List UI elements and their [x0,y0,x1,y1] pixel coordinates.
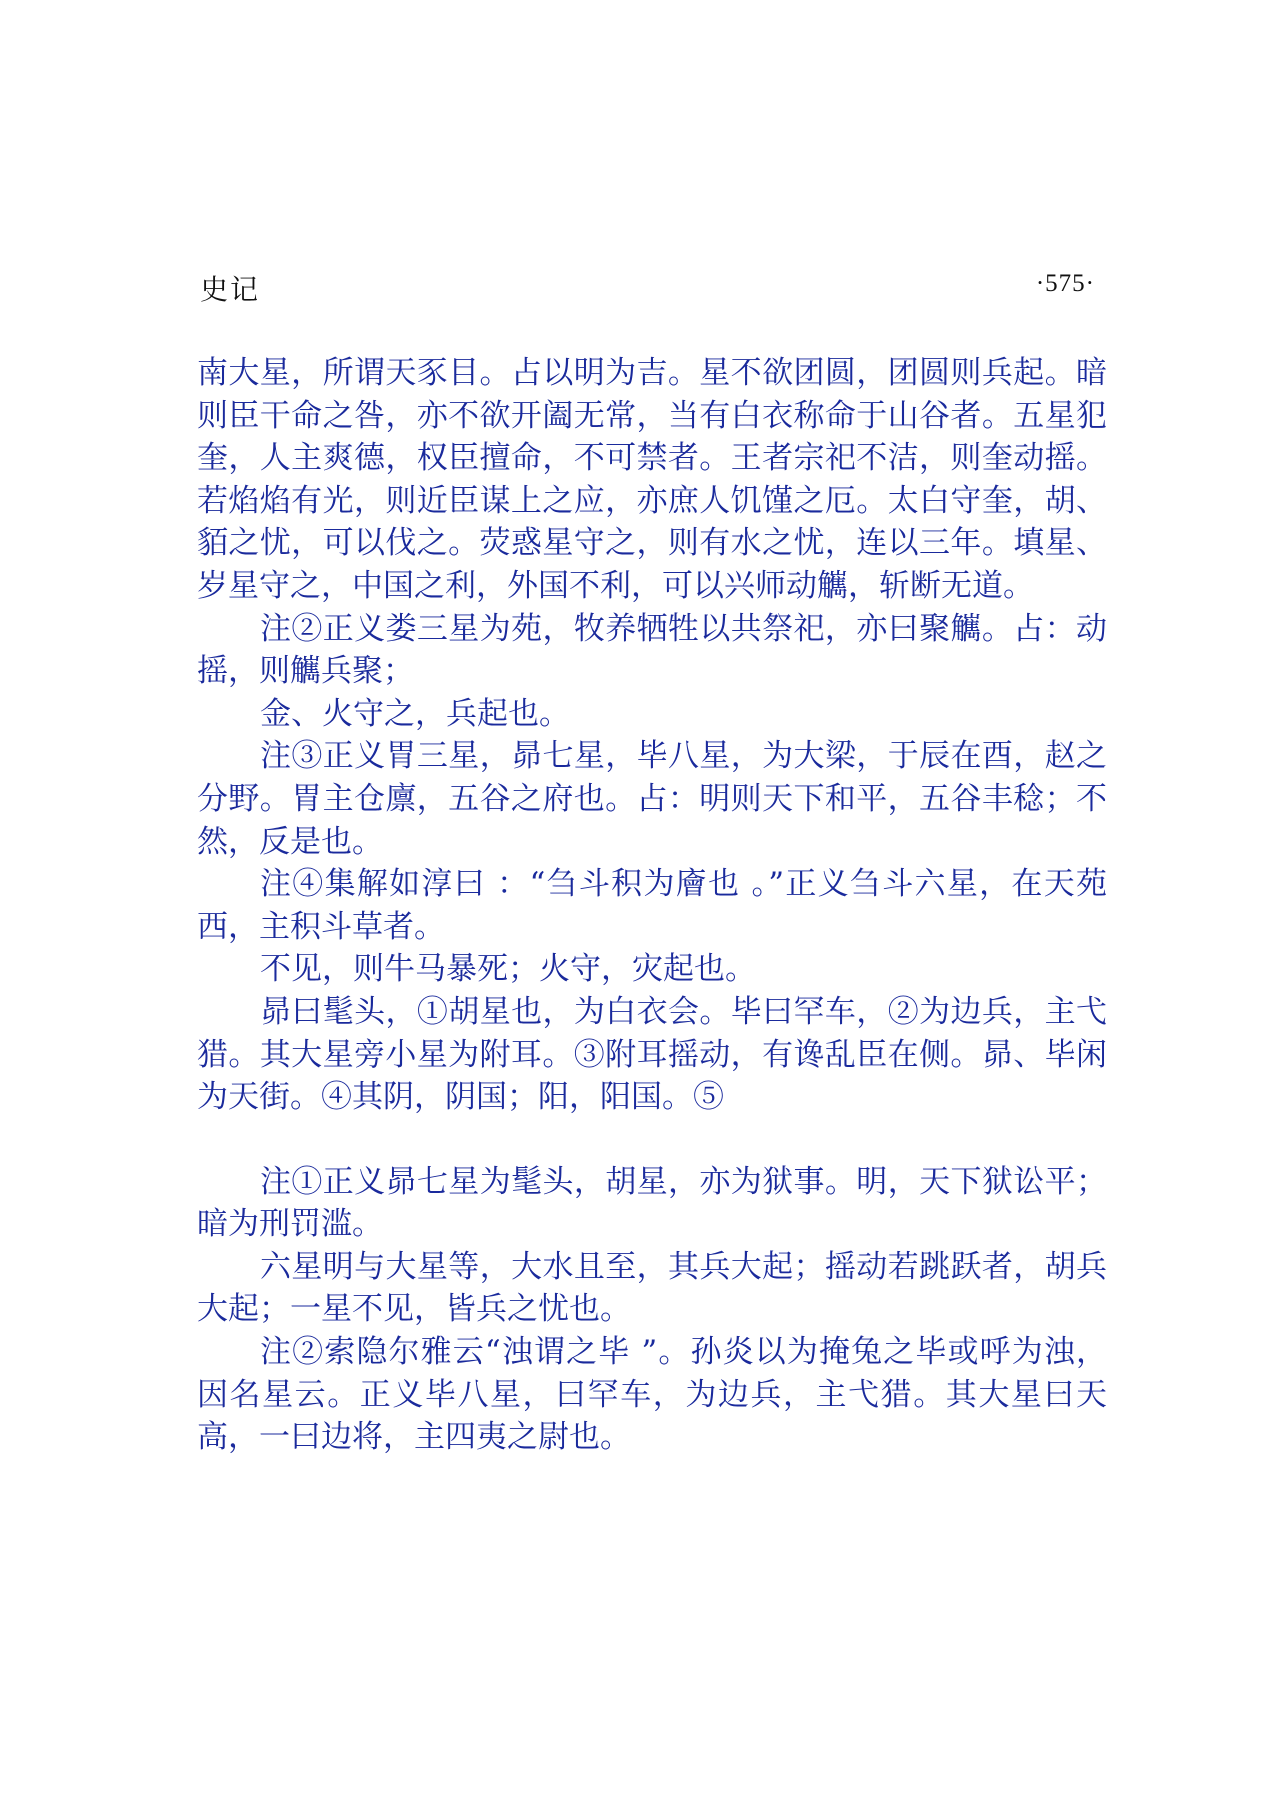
annotation-paragraph: 注②索隐尔雅云“浊谓之毕 ”。孙炎以为掩兔之毕或呼为浊，因名星云。正义毕八星，曰罕车，为边兵，主弋猎。其大星曰天高，一曰边将，主四夷之尉也。 [197,1334,1107,1456]
book-title: 史记 [200,273,261,306]
page-header [200,268,1095,314]
page-number: ·575· [1035,270,1095,297]
paragraph: 南大星，所谓天豕目。占以明为吉。星不欲团圆，团圆则兵起。暗则臣干命之咎，亦不欲开阖无常，当有白衣称命于山谷者。五星犯奎，人主爽德，权臣擅命，不可禁者。王者宗祀不洁，则奎动摇。若焰焰有光，则近臣谋上之应，亦庶人饥馑之厄。太白守奎，胡、貊之忧，可以伐之。荧惑星守之，则有水之忧，连以三年。填星、岁星守之，中国之利，外国不利，可以兴师动觽，斩断无道。 [197,355,1107,604]
annotation-paragraph: 六星明与大星等，大水且至，其兵大起；摇动若跳跃者，胡兵大起；一星不见，皆兵之忧也。 [197,1248,1107,1328]
paragraph-gap [197,1119,1107,1161]
annotation-paragraph: 注④集解如淳曰 ：“刍斗积为廥也 。”正义刍斗六星，在天苑西，主积斗草者。 [197,866,1107,945]
annotation-paragraph: 不见，则牛马暴死；火守，灾起也。 [260,951,756,988]
annotation-paragraph: 注③正义胃三星，昴七星，毕八星，为大梁，于辰在酉，赵之分野。胃主仓廪，五谷之府也。占：明则天下和平，五谷丰稔；不然，反是也。 [197,738,1107,860]
paragraph: 昴曰髦头，①胡星也，为白衣会。毕曰罕车，②为边兵，主弋猎。其大星旁小星为附耳。③附耳摇动，有谗乱臣在侧。昴、毕闲为天街。④其阴，阴国；阳，阳国。⑤ [197,993,1107,1116]
annotation-paragraph: 注②正义娄三星为苑，牧养牺牲以共祭祀，亦曰聚觽。占：动摇，则觽兵聚； [197,610,1107,690]
annotation-paragraph: 注①正义昴七星为髦头，胡星，亦为狱事。明，天下狱讼平；暗为刑罚滥。 [197,1163,1107,1243]
body-text [197,352,1107,1459]
annotation-paragraph: 金、火守之，兵起也。 [260,695,570,732]
